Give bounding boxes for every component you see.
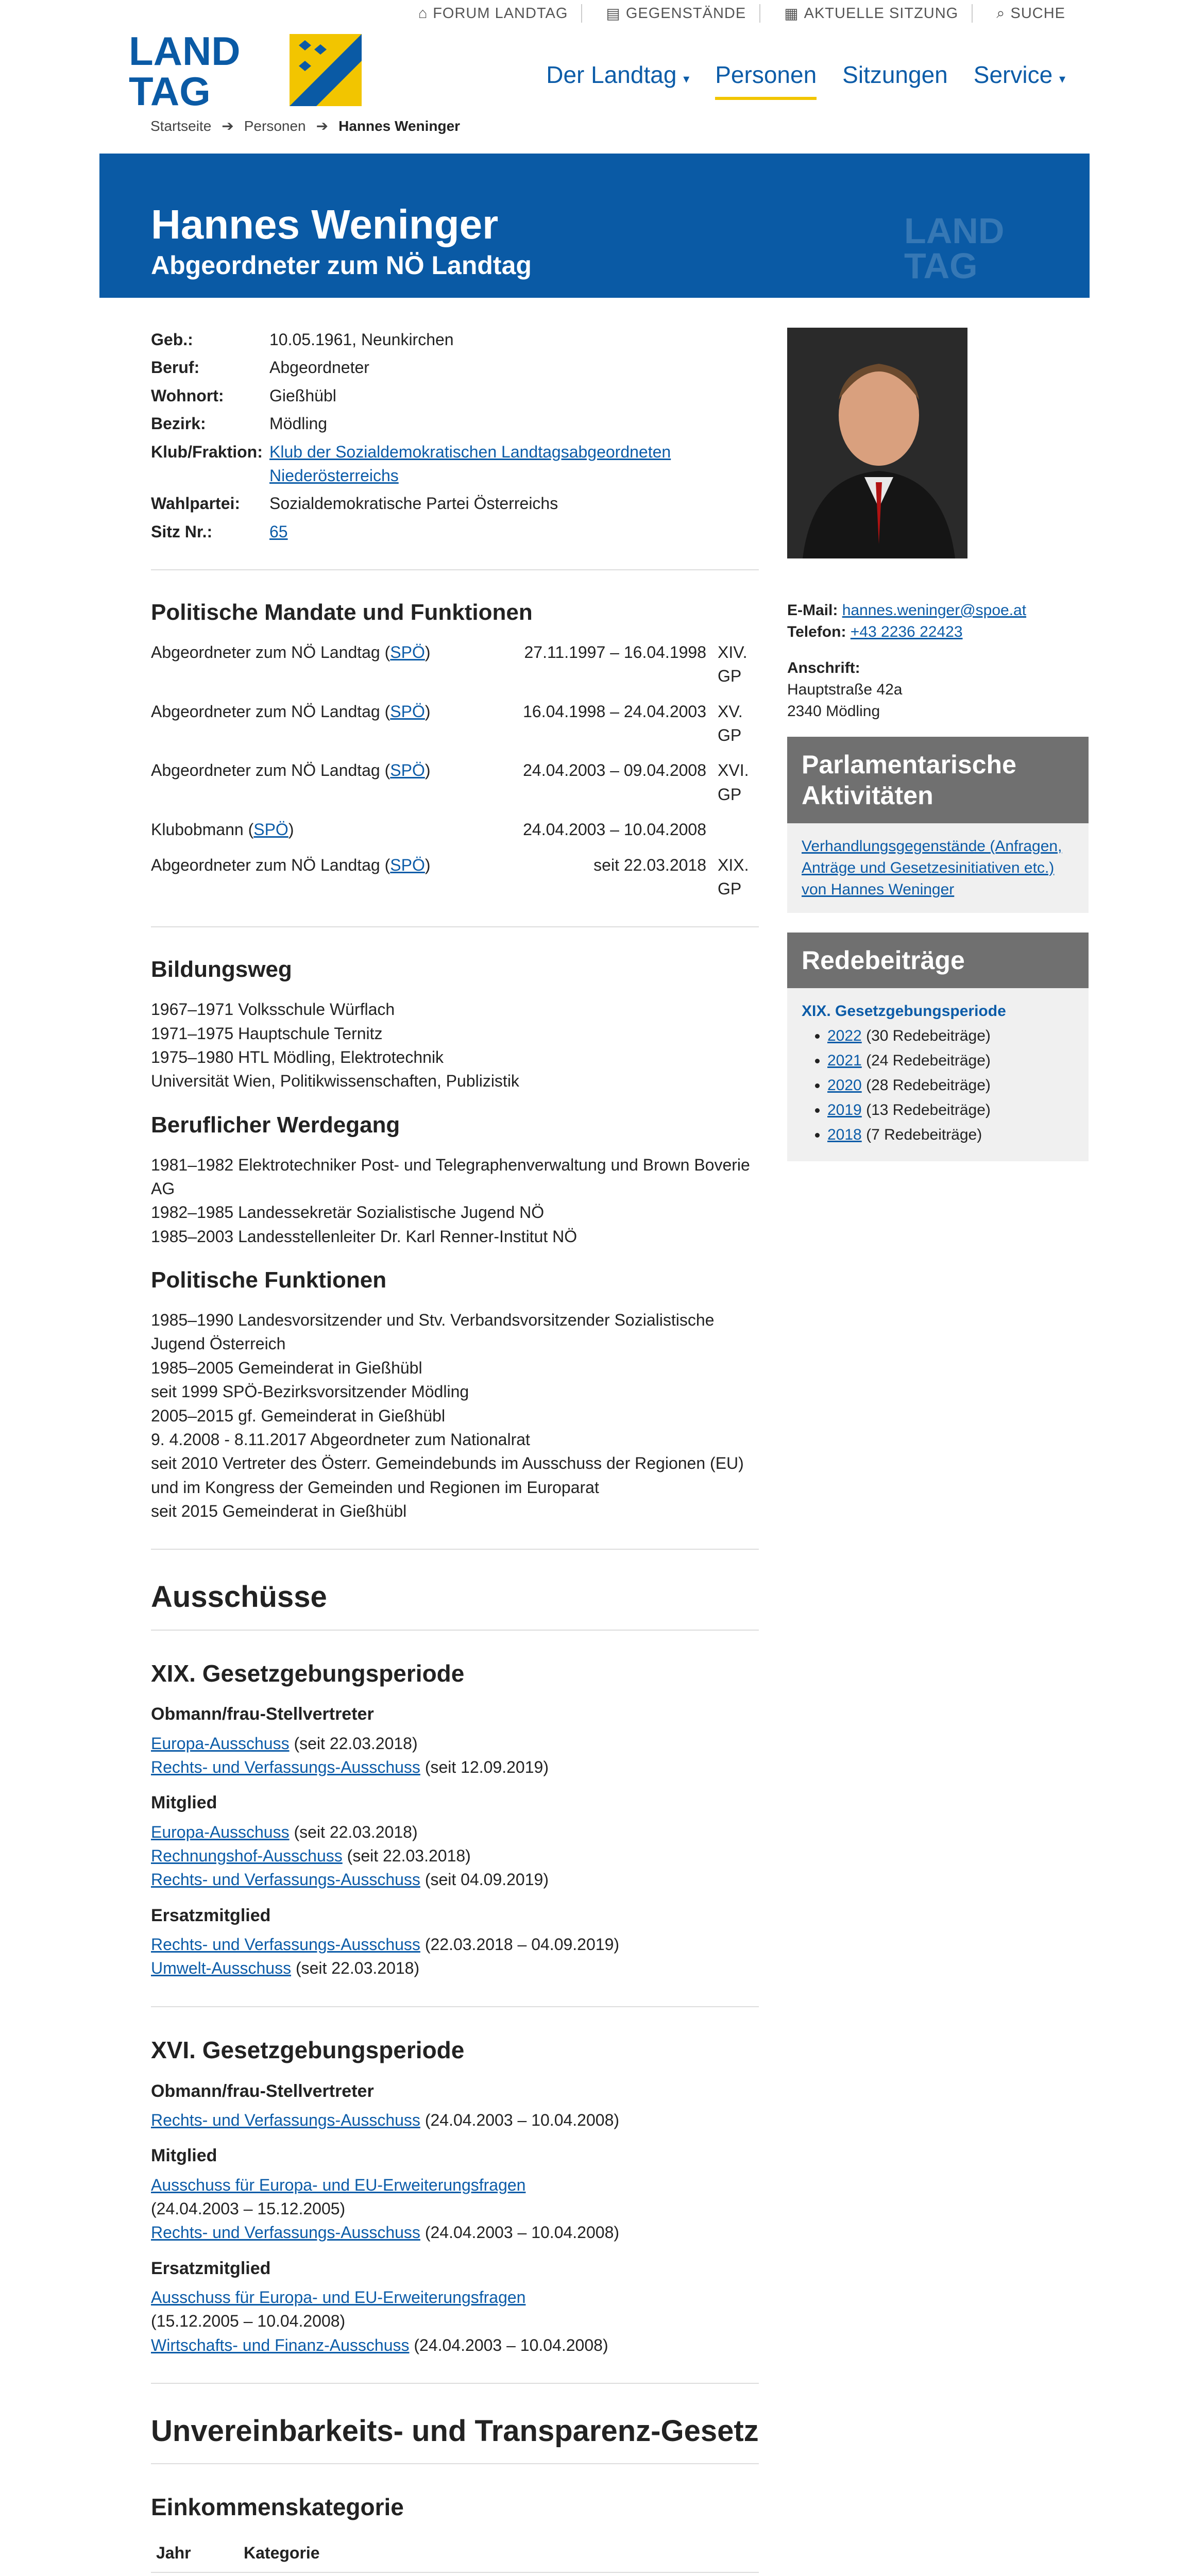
arrow-right-icon: ➔ <box>222 118 234 134</box>
document-icon: ▤ <box>606 5 621 22</box>
list-item: Universität Wien, Politikwissenschaften, Publizistik <box>151 1072 519 1091</box>
committee-dates: (15.12.2005 – 10.04.2008) <box>151 2312 346 2331</box>
profile-value[interactable]: 65 <box>269 522 288 541</box>
bildung-list <box>151 997 759 1093</box>
committee-role-heading: Ersatzmitglied <box>151 2258 271 2278</box>
session-label: AKTUELLE SITZUNG <box>804 5 959 22</box>
divider <box>151 1630 759 1631</box>
speech-year-item <box>827 1124 1074 1146</box>
address-label: Anschrift: <box>787 659 860 676</box>
party-link[interactable]: SPÖ <box>390 642 425 662</box>
committee-item <box>151 2108 759 2132</box>
landtag-logo[interactable] <box>129 30 386 107</box>
speeches-box <box>787 933 1089 1161</box>
committee-link[interactable]: Rechts- und Verfassungs-Ausschuss <box>151 2110 420 2129</box>
parliament-activities-title: Parlamentarische Aktivitäten <box>787 737 1089 823</box>
table-row <box>151 2572 759 2576</box>
profile-value: Abgeordneter <box>269 358 369 377</box>
logo-text-2: TAG <box>129 69 211 107</box>
committee-link[interactable]: Europa-Ausschuss <box>151 1734 290 1753</box>
forum-label: FORUM LANDTAG <box>433 5 568 22</box>
mandate-role: Abgeordneter zum NÖ Landtag (SPÖ) <box>151 642 431 662</box>
committee-item <box>151 1844 759 1868</box>
list-item: 9. 4.2008 - 8.11.2017 Abgeordneter zum Nationalrat <box>151 1430 530 1449</box>
committee-item <box>151 1820 759 1844</box>
nav-sitzungen[interactable]: Sitzungen <box>842 61 948 88</box>
mandate-dates: 27.11.1997 – 16.04.1998 <box>524 642 706 662</box>
speech-year-link[interactable]: 2018 <box>827 1126 862 1143</box>
email-link[interactable]: hannes.weninger@spoe.at <box>842 602 1027 619</box>
breadcrumb-home[interactable]: Startseite <box>150 117 212 134</box>
divider <box>151 2006 759 2007</box>
committee-item <box>151 1755 759 1779</box>
contact-info <box>787 600 1089 722</box>
mandates-list <box>151 640 759 901</box>
search-link[interactable] <box>996 4 1065 23</box>
committee-item <box>151 1956 759 1980</box>
profile-value[interactable]: Klub der Sozialdemokratischen Landtagsabgeordneten Niederösterreichs <box>269 442 671 485</box>
speech-count: (28 Redebeiträge) <box>866 1077 991 1094</box>
search-label: SUCHE <box>1010 5 1065 22</box>
committee-dates: (24.04.2003 – 10.04.2008) <box>424 2223 620 2242</box>
breadcrumb-personen[interactable]: Personen <box>244 117 306 134</box>
divider <box>151 2383 759 2384</box>
speeches-period: XIX. Gesetzgebungsperiode <box>802 1003 1006 1020</box>
gegenstaende-label: GEGENSTÄNDE <box>625 5 746 22</box>
profile-key: Klub/Fraktion: <box>151 442 263 461</box>
committee-dates: (24.04.2003 – 10.04.2008) <box>424 2110 620 2129</box>
category-cell <box>239 2572 759 2576</box>
nav-service[interactable]: Service ▾ <box>973 61 1065 88</box>
committee-link[interactable]: Rechts- und Verfassungs-Ausschuss <box>151 1935 420 1954</box>
speech-year-link[interactable]: 2019 <box>827 1101 862 1118</box>
list-item: seit 1999 SPÖ-Bezirksvorsitzender Mödling <box>151 1382 469 1401</box>
logo-text-1: LAND <box>129 30 241 74</box>
profile-key: Wohnort: <box>151 386 224 405</box>
nav-der-landtag[interactable]: Der Landtag ▾ <box>546 61 690 88</box>
top-links <box>418 4 1065 23</box>
party-link[interactable]: SPÖ <box>390 761 425 780</box>
mandates-heading: Politische Mandate und Funktionen <box>151 600 533 625</box>
committee-item <box>151 2333 759 2357</box>
committee-link[interactable]: Rechnungshof-Ausschuss <box>151 1846 343 1866</box>
gegenstaende-link[interactable] <box>606 4 746 23</box>
year-cell <box>151 2572 239 2576</box>
profile-key: Sitz Nr.: <box>151 522 213 541</box>
committee-link[interactable]: Ausschuss für Europa- und EU-Erweiterungsfragen <box>151 2288 526 2307</box>
committee-dates: (24.04.2003 – 10.04.2008) <box>414 2335 608 2354</box>
period-heading: XIX. Gesetzgebungsperiode <box>151 1659 465 1687</box>
session-link[interactable] <box>784 4 958 23</box>
committee-dates: (seit 22.03.2018) <box>294 1734 418 1753</box>
committee-dates: (22.03.2018 – 04.09.2019) <box>424 1935 620 1954</box>
page-subtitle: Abgeordneter zum NÖ Landtag <box>151 251 532 280</box>
committee-link[interactable]: Rechts- und Verfassungs-Ausschuss <box>151 1870 420 1889</box>
list-item: 1981–1982 Elektrotechniker Post- und Telegraphenverwaltung und Brown Boverie AG <box>151 1155 750 1198</box>
speech-year-item <box>827 1025 1074 1047</box>
committee-role-heading: Obmann/frau-Stellvertreter <box>151 2081 374 2101</box>
portrait-photo <box>787 328 967 558</box>
party-link[interactable]: SPÖ <box>253 820 288 839</box>
committee-link[interactable]: Wirtschafts- und Finanz-Ausschuss <box>151 2335 410 2354</box>
committee-item <box>151 1868 759 1891</box>
mandate-period: XIV. GP <box>718 642 748 686</box>
chevron-down-icon: ▾ <box>683 72 690 86</box>
email-label: E-Mail: <box>787 602 838 619</box>
list-item: seit 2010 Vertreter des Österr. Gemeindebunds im Ausschuss der Regionen (EU) und im Kongress der Gemeinden und Regionen im Europarat <box>151 1454 744 1497</box>
beruf-list <box>151 1153 759 1249</box>
mandate-period: XV. GP <box>718 702 743 745</box>
activities-link[interactable]: Verhandlungsgegenstände (Anfragen, Anträge und Gesetzesinitiativen etc.) von Hannes Weninger <box>802 838 1062 898</box>
col-year: Jahr <box>151 2534 239 2572</box>
profile-value: Sozialdemokratische Partei Österreichs <box>269 494 558 513</box>
committee-dates: (seit 22.03.2018) <box>294 1822 418 1841</box>
committee-item <box>151 1933 759 1956</box>
mandate-period <box>718 818 759 841</box>
profile-details <box>151 328 759 544</box>
committees-section <box>151 1656 759 2384</box>
committee-dates: (24.04.2003 – 15.12.2005) <box>151 2199 346 2218</box>
mandate-dates: seit 22.03.2018 <box>593 855 706 874</box>
list-item: 1985–2003 Landesstellenleiter Dr. Karl Renner-Institut NÖ <box>151 1227 577 1246</box>
divider <box>151 2463 759 2464</box>
main-nav <box>546 61 1065 100</box>
polit-list <box>151 1308 759 1523</box>
party-link[interactable]: SPÖ <box>390 855 425 874</box>
calendar-icon: ▦ <box>784 5 799 22</box>
list-item: 2005–2015 gf. Gemeinderat in Gießhübl <box>151 1406 446 1425</box>
committee-item <box>151 2173 759 2221</box>
forum-icon: ⌂ <box>418 5 428 22</box>
committee-role-heading: Obmann/frau-Stellvertreter <box>151 1704 374 1724</box>
arrow-right-icon: ➔ <box>316 118 329 134</box>
list-item: 1985–1990 Landesvorsitzender und Stv. Verbandsvorsitzender Sozialistische Jugend Österreich <box>151 1310 715 1353</box>
income-table <box>151 2534 759 2576</box>
speech-year-link[interactable]: 2020 <box>827 1077 862 1094</box>
mandate-role: Abgeordneter zum NÖ Landtag (SPÖ) <box>151 702 431 721</box>
forum-link[interactable] <box>418 4 568 23</box>
mandate-role: Klubobmann (SPÖ) <box>151 820 294 839</box>
speeches-list <box>802 1025 1074 1146</box>
committee-link[interactable]: Europa-Ausschuss <box>151 1822 290 1841</box>
profile-key: Bezirk: <box>151 414 206 433</box>
mandate-period: XVI. GP <box>718 761 749 804</box>
profile-key: Beruf: <box>151 358 200 377</box>
committee-dates: (seit 04.09.2019) <box>424 1870 549 1889</box>
list-item: 1985–2005 Gemeinderat in Gießhübl <box>151 1358 422 1377</box>
chevron-down-icon: ▾ <box>1059 72 1065 86</box>
svg-text:TAG: TAG <box>904 246 978 282</box>
speech-count: (24 Redebeiträge) <box>866 1052 991 1069</box>
logo-watermark <box>904 210 1069 282</box>
main-content <box>151 328 759 2576</box>
committee-role-heading: Mitglied <box>151 1793 217 1813</box>
period-heading: XVI. Gesetzgebungsperiode <box>151 2036 465 2063</box>
committee-link[interactable]: Rechts- und Verfassungs-Ausschuss <box>151 2223 420 2242</box>
speech-count: (30 Redebeiträge) <box>866 1027 991 1044</box>
profile-value: Gießhübl <box>269 386 336 405</box>
committee-role-heading: Ersatzmitglied <box>151 1905 271 1925</box>
profile-value: 10.05.1961, Neunkirchen <box>269 330 454 349</box>
speech-year-item <box>827 1050 1074 1072</box>
list-item: seit 2015 Gemeinderat in Gießhübl <box>151 1502 407 1521</box>
speech-year-link[interactable]: 2021 <box>827 1052 862 1069</box>
list-item: 1967–1971 Volksschule Würflach <box>151 1000 395 1019</box>
site-header <box>0 0 1189 154</box>
svg-text:LAND: LAND <box>904 211 1005 251</box>
committee-link[interactable]: Ausschuss für Europa- und EU-Erweiterungsfragen <box>151 2175 526 2194</box>
speech-count: (13 Redebeiträge) <box>866 1101 991 1118</box>
transparency-heading: Unvereinbarkeits- und Transparenz-Gesetz <box>151 2414 759 2448</box>
speech-year-item <box>827 1099 1074 1121</box>
table-header-row <box>151 2534 759 2572</box>
profile-key: Geb.: <box>151 330 193 349</box>
profile-value: Mödling <box>269 414 328 433</box>
committees-heading: Ausschüsse <box>151 1580 327 1614</box>
list-item: 1975–1980 HTL Mödling, Elektrotechnik <box>151 1048 444 1067</box>
breadcrumb <box>150 117 460 134</box>
divider <box>151 926 759 927</box>
speech-year-item <box>827 1075 1074 1096</box>
mandate-dates: 16.04.1998 – 24.04.2003 <box>523 702 706 721</box>
divider <box>151 1549 759 1550</box>
beruf-heading: Beruflicher Werdegang <box>151 1112 400 1138</box>
phone-link[interactable]: +43 2236 22423 <box>850 623 963 640</box>
mandate-period: XIX. GP <box>718 855 749 899</box>
mandate-role: Abgeordneter zum NÖ Landtag (SPÖ) <box>151 855 431 874</box>
profile-key: Wahlpartei: <box>151 494 241 513</box>
speeches-title: Redebeiträge <box>787 933 1089 988</box>
breadcrumb-current: Hannes Weninger <box>338 117 461 134</box>
committee-link[interactable]: Rechts- und Verfassungs-Ausschuss <box>151 1757 420 1776</box>
portrait-image <box>787 328 967 558</box>
committee-dates: (seit 22.03.2018) <box>347 1846 471 1866</box>
committee-item <box>151 1732 759 1755</box>
speech-count: (7 Redebeiträge) <box>866 1126 982 1143</box>
speech-year-link[interactable]: 2022 <box>827 1027 862 1044</box>
committee-item <box>151 2285 759 2333</box>
party-link[interactable]: SPÖ <box>390 702 425 721</box>
hero-banner <box>99 154 1090 298</box>
list-item: 1982–1985 Landessekretär Sozialistische Jugend NÖ <box>151 1203 545 1222</box>
nav-personen[interactable]: Personen <box>715 61 817 100</box>
list-item: 1971–1975 Hauptschule Ternitz <box>151 1024 383 1043</box>
mandate-role: Abgeordneter zum NÖ Landtag (SPÖ) <box>151 761 431 780</box>
divider <box>581 4 582 23</box>
search-icon: ⌕ <box>996 5 1006 22</box>
mandate-dates: 24.04.2003 – 09.04.2008 <box>523 761 706 780</box>
address-line-1: Hauptstraße 42a <box>787 681 903 698</box>
address-line-2: 2340 Mödling <box>787 703 880 720</box>
phone-label: Telefon: <box>787 623 846 640</box>
divider <box>151 569 759 570</box>
committee-role-heading: Mitglied <box>151 2146 217 2166</box>
col-category: Kategorie <box>239 2534 759 2572</box>
committee-link[interactable]: Umwelt-Ausschuss <box>151 1959 292 1978</box>
mandate-dates: 24.04.2003 – 10.04.2008 <box>523 820 706 839</box>
committee-item <box>151 2221 759 2244</box>
divider <box>972 4 973 23</box>
page-title: Hannes Weninger <box>151 201 499 247</box>
sidebar <box>787 328 1089 1161</box>
committee-dates: (seit 12.09.2019) <box>424 1757 549 1776</box>
divider <box>759 4 760 23</box>
parliament-activities-box <box>787 737 1089 913</box>
income-heading: Einkommenskategorie <box>151 2494 404 2521</box>
polit-heading: Politische Funktionen <box>151 1267 387 1293</box>
bildung-heading: Bildungsweg <box>151 957 292 982</box>
committee-dates: (seit 22.03.2018) <box>295 1959 420 1978</box>
